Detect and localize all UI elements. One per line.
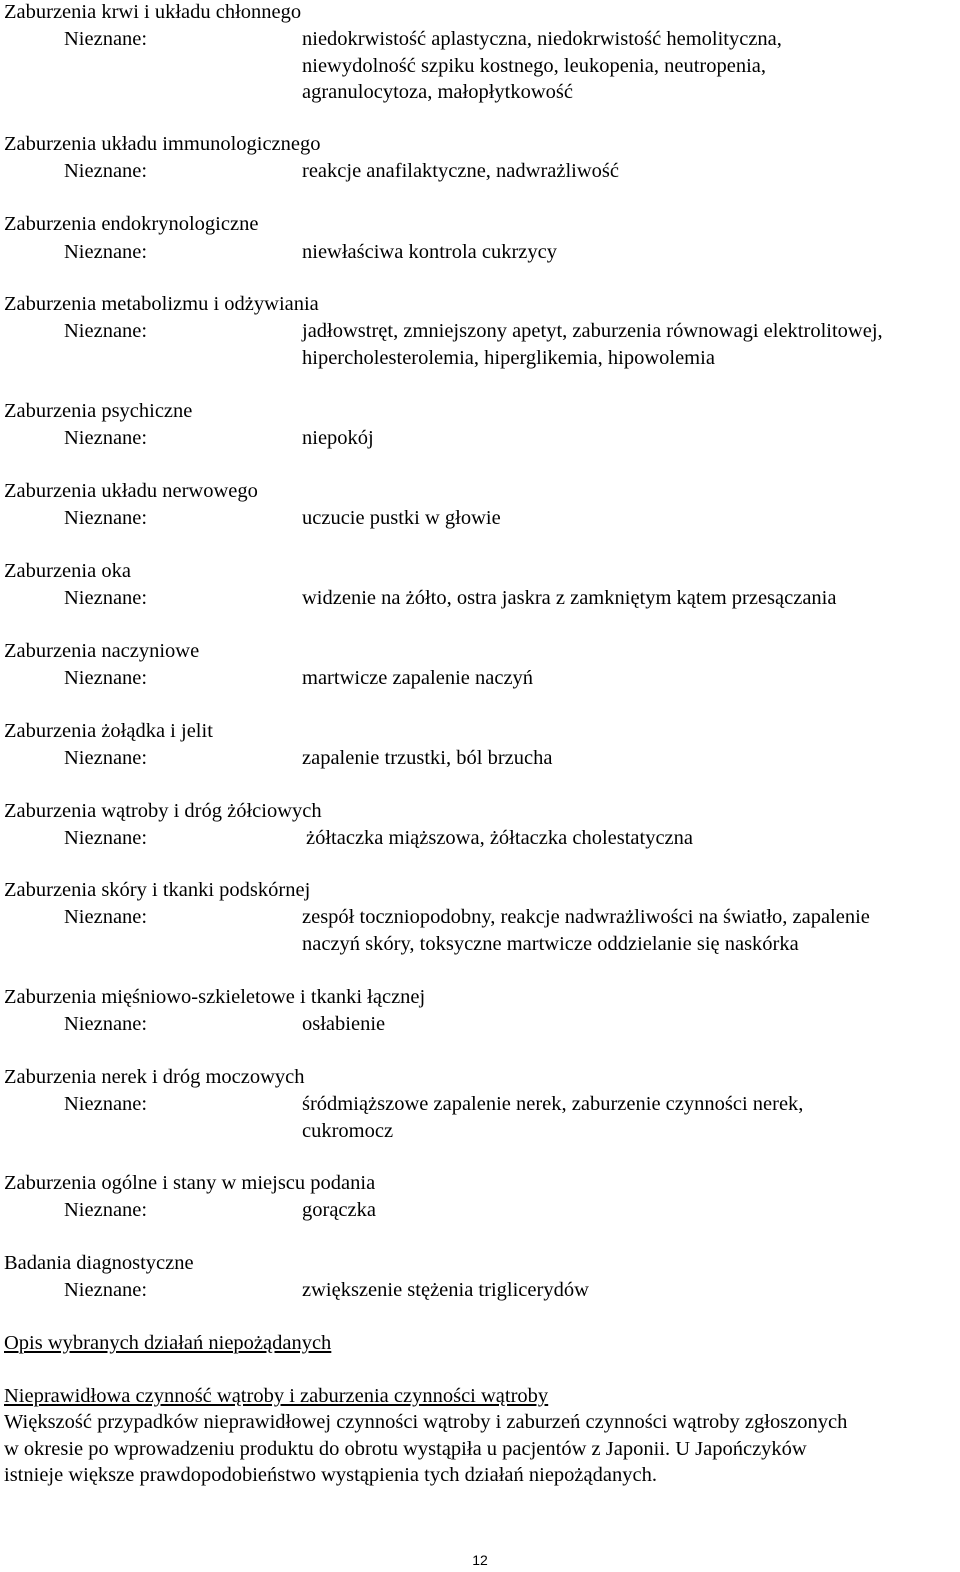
section-title: Zaburzenia układu nerwowego (4, 480, 258, 502)
value-line: zapalenie trzustki, ból brzucha (302, 747, 553, 769)
value-line: jadłowstręt, zmniejszony apetyt, zaburzenia równowagi elektrolitowej, (302, 320, 883, 342)
value-line: cukromocz (302, 1119, 394, 1142)
paragraph-line: Większość przypadków nieprawidłowej czynności wątroby i zaburzeń czynności wątroby zgłoszonych (4, 1411, 848, 1433)
section-title: Zaburzenia metabolizmu i odżywiania (4, 293, 319, 315)
section-title: Zaburzenia endokrynologiczne (4, 213, 259, 235)
heading-adverse-effects: Opis wybranych działań niepożądanych (4, 1332, 332, 1354)
section-title: Zaburzenia nerek i dróg moczowych (4, 1066, 305, 1088)
section-title: Zaburzenia wątroby i dróg żółciowych (4, 800, 322, 822)
value-line: naczyń skóry, toksyczne martwicze oddzielanie się naskórka (302, 932, 799, 955)
section-values (302, 26, 782, 106)
paragraph-line: istnieje większe prawdopodobieństwo wystąpienia tych działań niepożądanych. (4, 1464, 657, 1486)
frequency-label: Nieznane: (64, 1013, 148, 1035)
section-values (302, 318, 883, 371)
value-line: hipercholesterolemia, hiperglikemia, hipowolemia (302, 346, 715, 369)
value-line: zwiększenie stężenia triglicerydów (302, 1279, 589, 1301)
frequency-label: Nieznane: (64, 1279, 148, 1301)
section-title: Zaburzenia ogólne i stany w miejscu podania (4, 1172, 376, 1194)
value-line: uczucie pustki w głowie (302, 507, 501, 529)
section-title: Zaburzenia mięśniowo-szkieletowe i tkanki łącznej (4, 986, 426, 1008)
frequency-label: Nieznane: (64, 1093, 148, 1115)
value-line: martwicze zapalenie naczyń (302, 667, 534, 689)
value-line: niepokój (302, 427, 374, 449)
section-values (302, 1197, 376, 1224)
section-values (302, 425, 374, 452)
paragraph (4, 1409, 960, 1489)
frequency-label: Nieznane: (64, 507, 148, 529)
section-values (306, 825, 693, 852)
section-values (302, 665, 533, 692)
frequency-label: Nieznane: (64, 427, 148, 449)
section-title: Zaburzenia żołądka i jelit (4, 720, 213, 742)
frequency-label: Nieznane: (64, 1199, 148, 1221)
paragraph-line: w okresie po wprowadzeniu produktu do obrotu wystąpiła u pacjentów z Japonii. U Japończyków (4, 1437, 807, 1460)
frequency-label: Nieznane: (64, 160, 148, 182)
frequency-label: Nieznane: (64, 906, 148, 928)
section-values (302, 1277, 589, 1304)
value-line: widzenie na żółto, ostra jaskra z zamkniętym kątem przesączania (302, 587, 837, 609)
section-title: Badania diagnostyczne (4, 1252, 194, 1274)
frequency-label: Nieznane: (64, 241, 148, 263)
section-values (302, 158, 619, 185)
value-line: żółtaczka miąższowa, żółtaczka cholestatyczna (306, 827, 693, 849)
section-title: Zaburzenia układu immunologicznego (4, 133, 321, 155)
frequency-label: Nieznane: (64, 28, 148, 50)
section-title: Zaburzenia oka (4, 560, 131, 582)
frequency-label: Nieznane: (64, 667, 148, 689)
section-values (302, 904, 870, 957)
section-values (302, 239, 557, 266)
frequency-label: Nieznane: (64, 320, 148, 342)
section-values (302, 1091, 803, 1144)
value-line: niewydolność szpiku kostnego, leukopenia, neutropenia, (302, 54, 766, 77)
section-values (302, 505, 501, 532)
frequency-label: Nieznane: (64, 747, 148, 769)
section-values (302, 585, 836, 612)
section-values (302, 745, 552, 772)
section-values (302, 1011, 385, 1038)
value-line: osłabienie (302, 1013, 386, 1035)
value-line: zespół toczniopodobny, reakcje nadwrażliwości na światło, zapalenie (302, 906, 870, 928)
value-line: reakcje anafilaktyczne, nadwrażliwość (302, 160, 619, 182)
value-line: gorączka (302, 1199, 376, 1221)
section-title: Zaburzenia skóry i tkanki podskórnej (4, 879, 311, 901)
value-line: agranulocytoza, małopłytkowość (302, 81, 573, 103)
section-title: Zaburzenia naczyniowe (4, 640, 200, 662)
value-line: niedokrwistość aplastyczna, niedokrwistość hemolityczna, (302, 28, 782, 50)
value-line: niewłaściwa kontrola cukrzycy (302, 241, 558, 263)
heading-liver-function: Nieprawidłowa czynność wątroby i zaburzenia czynności wątroby (4, 1385, 549, 1407)
frequency-label: Nieznane: (64, 587, 148, 609)
section-title: Zaburzenia psychiczne (4, 400, 193, 422)
frequency-label: Nieznane: (64, 827, 148, 849)
section-title: Zaburzenia krwi i układu chłonnego (4, 1, 302, 23)
value-line: śródmiąższowe zapalenie nerek, zaburzenie czynności nerek, (302, 1093, 804, 1115)
page-number: 12 (472, 1552, 488, 1568)
